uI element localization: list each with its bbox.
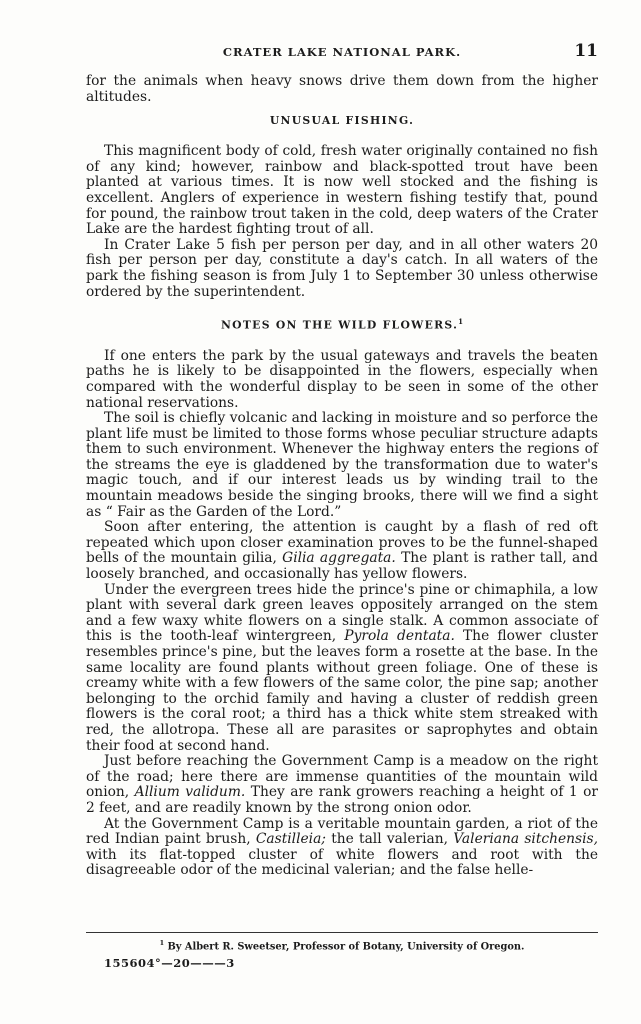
section-heading-text: NOTES ON THE WILD FLOWERS. — [220, 318, 459, 332]
species-name: Gilia aggregata. — [282, 550, 396, 567]
print-code: 155604°—20———3 — [104, 956, 235, 970]
flowers-camp-paragraph — [86, 817, 598, 879]
species-name: Pyrola dentata. — [344, 628, 455, 645]
paragraph-text: Soon after entering, the attention is caught by a flash of red oft repeated which upon closer examination proves to be the funnel-shaped bells of the mountain gilia, — [86, 519, 598, 567]
continuation-paragraph: for the animals when heavy snows drive them down from the higher altitudes. — [86, 73, 598, 105]
species-name: Castilleia; — [255, 831, 326, 848]
paragraph-text: At the Government Camp is a veritable mountain garden, a riot of the red Indian paint brush, — [86, 815, 598, 848]
paragraph-text: The flower cluster resembles prince's pine, but the leaves form a rosette at the base. In the same locality are found plants without green foliage. One of these is creamy white with a few flowers of the same color, the pine sap; another belonging to the orchid family and having a cluster of reddish green flowers is the coral root; a third has a thick white stem streaked with red, the allotropa. These all are parasites or saprophytes and obtain their food at second hand. — [86, 628, 598, 754]
running-title: CRATER LAKE NATIONAL PARK. — [222, 45, 462, 59]
paragraph-text: Just before reaching the Government Camp is a meadow on the right of the road; here there are immense quantities of the mountain wild onion, — [86, 753, 598, 801]
fishing-paragraph: This magnificent body of cold, fresh water originally contained no fish of any kind; however, rainbow and black-spotted trout have been planted at various times. It is now well stocked and the fishing is excellent. Anglers of experience in western fishing testify that, pound for pound, the rainbow trout taken in the cold, deep waters of the Crater Lake are the hardest fighting trout of all. — [86, 143, 598, 238]
flowers-onion-paragraph — [86, 754, 598, 816]
section-heading-fishing: UNUSUAL FISHING. — [269, 114, 415, 128]
flowers-soil-paragraph: The soil is chiefly volcanic and lacking in moisture and so perforce the plant life must be limited to those forms whose peculiar structure adapts them to such environment. Whenever the highway enters the regions of the streams the eye is gladdened by the transformation due to water's magic touch, and if our interest leads us by winding trail to the mountain meadows beside the singing brooks, there will we find a sight as “ Fair as the Garden of the Lord.” — [86, 410, 598, 520]
footnote — [86, 937, 598, 953]
species-name: Valeriana sitchensis, — [453, 831, 598, 848]
paragraph-text: the tall valerian, — [325, 831, 454, 848]
paragraph-text: Under the evergreen trees hide the prince's pine or chimaphila, a low plant with several dark green leaves oppositely arranged on the stem and a few waxy white flowers on a single stalk. A common associate of this is the tooth-leaf wintergreen, — [86, 581, 598, 645]
fishing-limits-paragraph: In Crater Lake 5 fish per person per day, and in all other waters 20 fish per person per day, constitute a day's catch. In all waters of the park the fishing season is from July 1 to September 30 unless otherwise ordered by the superintendent. — [86, 236, 598, 300]
flowers-intro-paragraph: If one enters the park by the usual gateways and travels the beaten paths he is likely to be disappointed in the flowers, especially when compared with the wonderful display to be seen in some of the other national reservations. — [86, 347, 598, 411]
page-number: 11 — [574, 41, 598, 61]
footnote-rule — [86, 932, 598, 933]
footnote-text: By Albert R. Sweetser, Professor of Botany, University of Oregon. — [164, 941, 525, 953]
footnote-reference: 1 — [458, 317, 464, 327]
flowers-gilia-paragraph — [86, 520, 598, 582]
flowers-evergreen-paragraph — [86, 583, 598, 755]
section-heading-wild-flowers — [86, 315, 598, 333]
footnote-mark: 1 — [159, 939, 165, 947]
paragraph-text: The plant is rather tall, and loosely branched, and occasionally has yellow flowers. — [86, 550, 598, 583]
species-name: Allium validum. — [134, 784, 246, 801]
paragraph-text: with its flat-topped cluster of white flowers and root with the disagreeable odor of the medicinal valerian; and the false helle- — [86, 846, 598, 879]
running-head — [86, 41, 598, 66]
paragraph-text: They are rank growers reaching a height of 1 or 2 feet, and are readily known by the strong onion odor. — [86, 784, 598, 816]
body-text — [86, 74, 598, 879]
